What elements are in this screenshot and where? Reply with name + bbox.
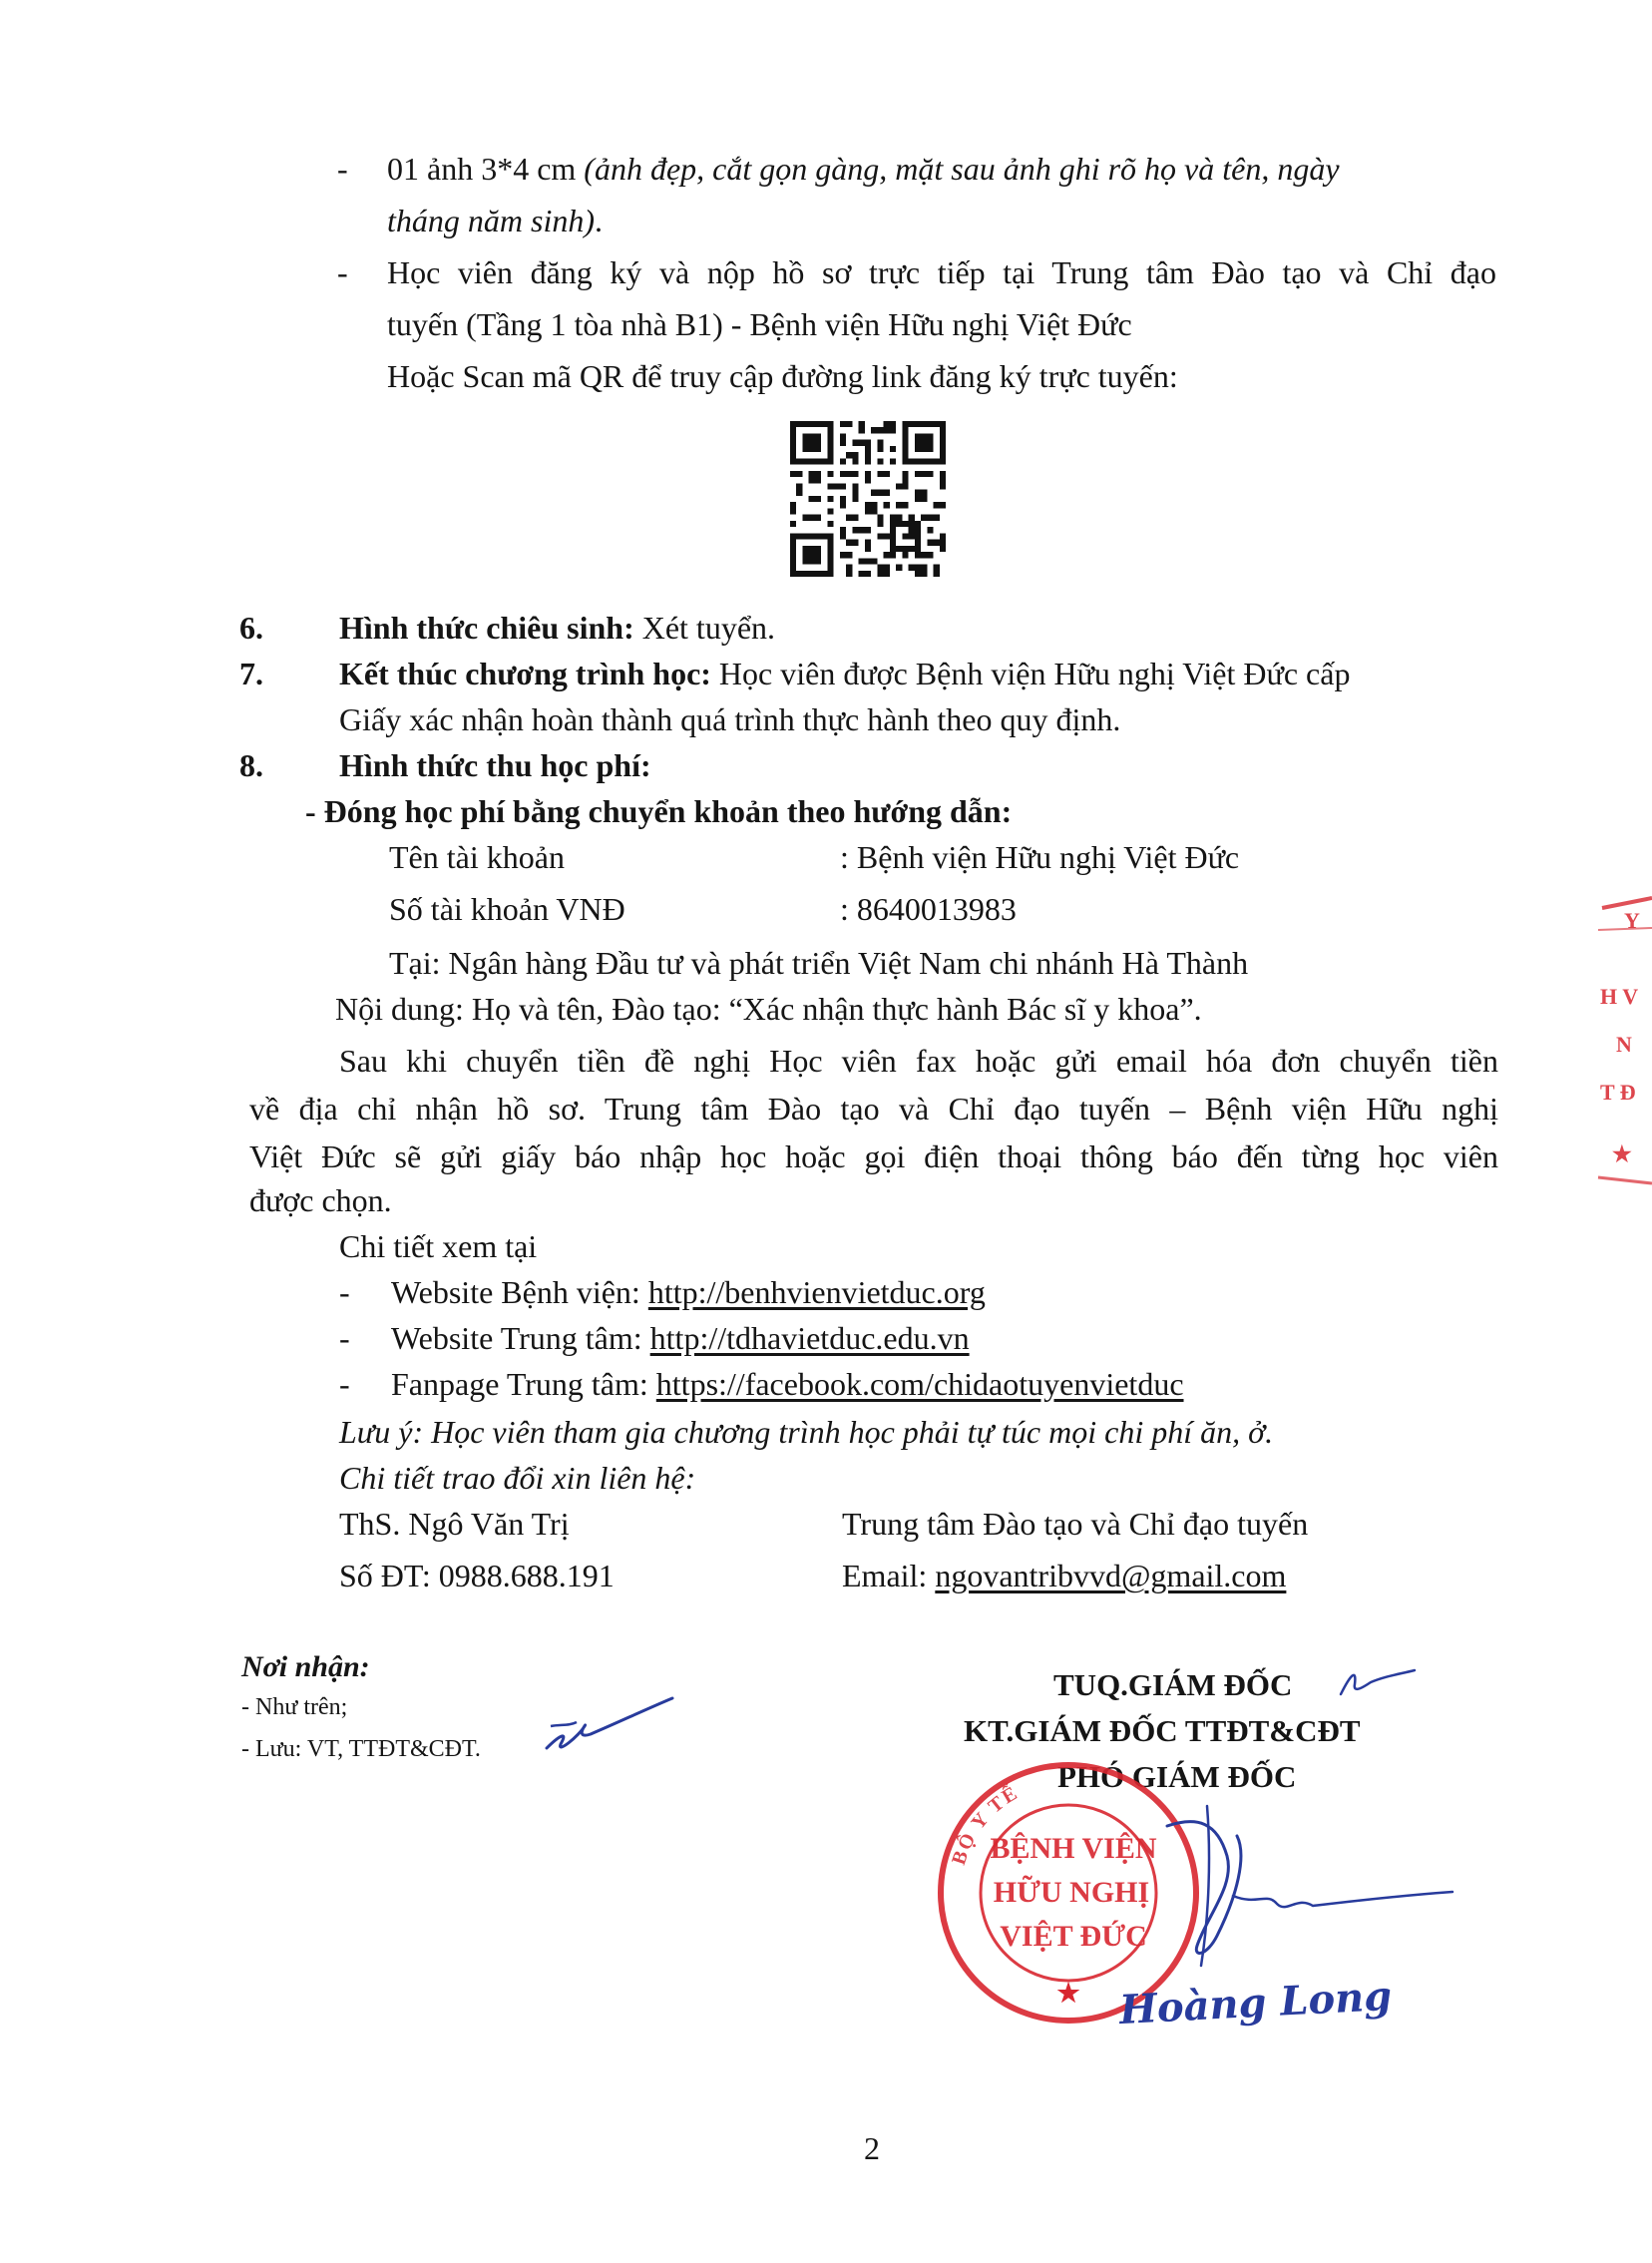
photo-item-note2: tháng năm sinh) [387, 203, 595, 238]
section-7-text: Học viên được Bệnh viện Hữu nghị Việt Đức cấp [710, 656, 1351, 691]
section-6-label: Hình thức chiêu sinh: [339, 610, 634, 646]
contact-org: Trung tâm Đào tạo và Chỉ đạo tuyến [842, 1506, 1309, 1542]
account-name-label: Tên tài khoản [389, 839, 565, 875]
signer-name: Hoàng Long [1117, 1972, 1394, 2035]
initial-signature-icon [539, 1696, 678, 1766]
list-dash: - [339, 1366, 350, 1402]
stamp-line2: HỮU NGHỊ [993, 1876, 1150, 1909]
photo-item-end: . [595, 203, 603, 238]
registration-qr-code[interactable] [790, 421, 946, 577]
contact-phone: Số ĐT: 0988.688.191 [339, 1558, 615, 1593]
fanpage-label: Fanpage Trung tâm: [391, 1366, 656, 1402]
list-dash: - [337, 254, 348, 290]
fanpage-line [391, 1361, 1184, 1407]
after-transfer-line1: Sau khi chuyển tiền đề nghị Học viên fax hoặc gửi email hóa đơn chuyển tiền [339, 1043, 1498, 1079]
stamp-line3: VIỆT ĐỨC [1000, 1920, 1147, 1953]
edge-stamp [1592, 888, 1652, 1187]
section-7-label: Kết thúc chương trình học: [339, 656, 711, 691]
section-8-number: 8. [239, 747, 263, 783]
section-7-number: 7. [239, 656, 263, 691]
signature-line3: PHÓ GIÁM ĐỐC [1057, 1759, 1297, 1794]
website-center-label: Website Trung tâm: [391, 1320, 650, 1356]
list-dash: - [339, 1320, 350, 1356]
payment-heading: - Đóng học phí bằng chuyển khoản theo hướng dẫn: [305, 793, 1013, 829]
after-transfer-line4: được chọn. [249, 1182, 392, 1218]
list-dash: - [339, 1274, 350, 1310]
edge-stamp-text-3: N [1616, 1032, 1632, 1057]
stamp-line1: BỆNH VIỆN [990, 1832, 1157, 1865]
recipients-item-1: - Như trên; [241, 1694, 348, 1720]
website-hospital-link[interactable]: http://benhvienvietduc.org [647, 1274, 986, 1310]
small-signature-icon [1337, 1664, 1417, 1704]
signature-line2: KT.GIÁM ĐỐC TTĐT&CĐT [964, 1713, 1361, 1748]
photo-item-note: (ảnh đẹp, cắt gọn gàng, mặt sau ảnh ghi rõ họ và tên, ngày [584, 151, 1340, 187]
stamp-star-icon: ★ [1056, 1979, 1080, 2008]
details-heading: Chi tiết xem tại [339, 1228, 538, 1264]
after-transfer-line2: về địa chỉ nhận hồ sơ. Trung tâm Đào tạo và Chỉ đạo tuyến – Bệnh viện Hữu nghị [249, 1091, 1498, 1127]
edge-stamp-text-2: H V [1600, 984, 1639, 1009]
recipients-item-2: - Lưu: VT, TTĐT&CĐT. [241, 1736, 481, 1762]
bank-line: Tại: Ngân hàng Đầu tư và phát triển Việt Nam chi nhánh Hà Thành [389, 945, 1249, 981]
note-line1: Lưu ý: Học viên tham gia chương trình học phải tự túc mọi chi phí ăn, ở. [339, 1414, 1274, 1450]
website-center-link[interactable]: http://tdhavietduc.edu.vn [649, 1320, 970, 1356]
section-7-line2: Giấy xác nhận hoàn thành quá trình thực hành theo quy định. [339, 701, 1121, 737]
account-number-value: : 8640013983 [840, 891, 1017, 927]
edge-stamp-text-1: Y [1624, 908, 1640, 933]
section-6-number: 6. [239, 610, 263, 646]
signature-line1: TUQ.GIÁM ĐỐC [1053, 1667, 1293, 1702]
edge-stamp-text-4: T Đ [1600, 1080, 1636, 1105]
recipients-heading: Nơi nhận: [241, 1650, 370, 1683]
section-8-label: Hình thức thu học phí: [339, 747, 651, 783]
contact-email-link[interactable]: ngovantribvvd@gmail.com [935, 1558, 1287, 1593]
photo-item-line1 [387, 146, 1496, 192]
account-name-value: : Bệnh viện Hữu nghị Việt Đức [840, 839, 1240, 875]
stamp-ring-text: BỘ Y TẾ [948, 1781, 1024, 1868]
photo-item-text: 01 ảnh 3*4 cm [387, 151, 585, 187]
website-hospital-label: Website Bệnh viện: [391, 1274, 648, 1310]
website-center-line [391, 1315, 970, 1361]
section-6-text: Xét tuyển. [633, 610, 776, 646]
photo-item-line2 [387, 198, 603, 243]
account-number-label: Số tài khoản VNĐ [389, 891, 625, 927]
fanpage-link[interactable]: https://facebook.com/chidaotuyenvietduc [655, 1366, 1184, 1402]
register-line1: Học viên đăng ký và nộp hồ sơ trực tiếp tại Trung tâm Đào tạo và Chỉ đạo [387, 254, 1496, 290]
page-number: 2 [864, 2130, 880, 2166]
list-dash: - [337, 151, 348, 187]
section-6-line [339, 605, 775, 651]
after-transfer-line3: Việt Đức sẽ gửi giấy báo nhập học hoặc gọi điện thoại thông báo đến từng học viên [249, 1138, 1498, 1174]
note-line2: Chi tiết trao đổi xin liên hệ: [339, 1460, 696, 1496]
section-7-line1 [339, 651, 1350, 696]
website-hospital-line [391, 1269, 986, 1315]
contact-email-line [842, 1553, 1286, 1598]
director-signature-icon [1137, 1796, 1456, 1996]
edge-stamp-star-icon: ★ [1612, 1141, 1632, 1166]
register-line3: Hoặc Scan mã QR để truy cập đường link đăng ký trực tuyến: [387, 358, 1178, 394]
transfer-content-line: Nội dung: Họ và tên, Đào tạo: “Xác nhận thực hành Bác sĩ y khoa”. [335, 991, 1202, 1027]
register-line2: tuyến (Tầng 1 tòa nhà B1) - Bệnh viện Hữu nghị Việt Đức [387, 306, 1132, 342]
contact-name: ThS. Ngô Văn Trị [339, 1506, 570, 1542]
contact-email-label: Email: [842, 1558, 936, 1593]
